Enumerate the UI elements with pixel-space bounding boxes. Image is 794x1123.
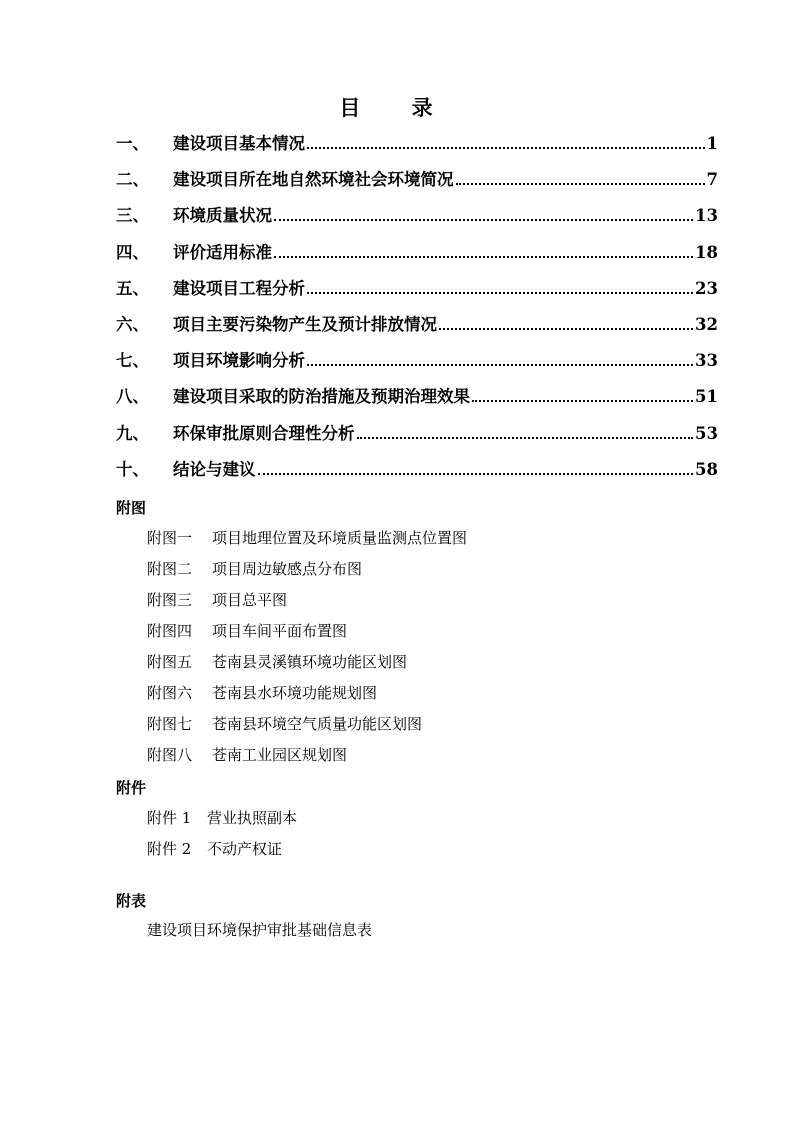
toc-number: 二、 [116,170,149,190]
attachment-item [147,838,297,869]
figure-item [147,651,467,682]
toc-page-number: 7 [706,170,718,190]
figure-item [147,589,467,620]
figure-label: 附图四 [147,622,193,640]
toc-title: 项目主要污染物产生及预计排放情况 [173,314,437,334]
tables-heading: 附表 [116,892,147,910]
attachment-label: 附件 1 [147,809,192,827]
figure-label: 附图三 [147,591,193,609]
toc-leader [472,399,693,402]
page-title: 目 录 [339,95,455,120]
toc-entry[interactable] [116,383,718,419]
toc-title: 建设项目采取的防治措施及预期治理效果 [173,387,470,407]
figure-label: 附图一 [147,529,193,547]
figure-item [147,527,467,558]
figure-title: 苍南县水环境功能规划图 [212,684,378,702]
figure-title: 项目周边敏感点分布图 [212,560,363,578]
figure-item [147,713,467,744]
figure-label: 附图六 [147,684,193,702]
toc-title: 建设项目工程分析 [173,278,305,298]
toc-number: 七、 [116,351,149,371]
figure-item [147,620,467,651]
figure-item [147,744,467,775]
attachment-title: 营业执照副本 [207,809,298,827]
figure-title: 苍南工业园区规划图 [212,746,348,764]
figures-heading: 附图 [116,499,147,517]
toc-leader [274,218,693,221]
toc-number: 十、 [116,459,149,479]
toc-entry[interactable] [116,347,718,383]
toc-title: 建设项目基本情况 [173,134,305,153]
figure-label: 附图七 [147,715,193,733]
toc-entry[interactable] [116,311,718,347]
table-of-contents [116,130,718,492]
toc-title: 结论与建议 [173,459,256,479]
toc-page-number: 1 [706,134,718,153]
toc-entry[interactable] [116,420,718,456]
toc-entry[interactable] [116,166,718,202]
toc-number: 三、 [116,206,149,226]
figure-title: 苍南县环境空气质量功能区划图 [212,715,423,733]
toc-title: 评价适用标准 [173,242,272,262]
toc-page-number: 18 [695,242,718,262]
figure-item [147,558,467,589]
figure-title: 项目地理位置及环境质量监测点位置图 [212,529,468,547]
toc-number: 五、 [116,278,149,298]
figure-item [147,682,467,713]
table-item: 建设项目环境保护审批基础信息表 [147,921,373,939]
toc-leader [456,182,705,185]
toc-number: 四、 [116,242,149,262]
toc-leader [258,472,694,475]
attachments-heading: 附件 [116,779,147,797]
toc-entry[interactable] [116,130,718,166]
figure-label: 附图八 [147,746,193,764]
attachment-title: 不动产权证 [207,840,283,858]
toc-leader [307,291,693,294]
toc-page-number: 33 [695,351,718,371]
toc-number: 八、 [116,387,149,407]
toc-leader [274,255,693,258]
attachments-list [147,807,297,869]
figure-label: 附图二 [147,560,193,578]
toc-entry[interactable] [116,239,718,275]
toc-page-number: 32 [695,314,718,334]
toc-entry[interactable] [116,202,718,238]
figure-title: 项目总平图 [212,591,288,609]
toc-leader [307,363,693,366]
toc-page-number: 23 [695,278,718,298]
toc-number: 一、 [116,134,149,153]
toc-page-number: 58 [695,459,718,479]
toc-entry[interactable] [116,456,718,492]
toc-number: 六、 [116,314,149,334]
figures-list [147,527,467,775]
toc-title: 环境质量状况 [173,206,272,226]
toc-page-number: 51 [695,387,718,407]
figure-title: 苍南县灵溪镇环境功能区划图 [212,653,408,671]
attachment-item [147,807,297,838]
toc-leader [439,327,693,330]
toc-entry[interactable] [116,275,718,311]
toc-number: 九、 [116,423,149,443]
figure-title: 项目车间平面布置图 [212,622,348,640]
toc-title: 项目环境影响分析 [173,351,305,371]
toc-page-number: 53 [695,423,718,443]
toc-page-number: 13 [695,206,718,226]
toc-title: 建设项目所在地自然环境社会环境简况 [173,170,454,190]
figure-label: 附图五 [147,653,193,671]
attachment-label: 附件 2 [147,840,192,858]
toc-title: 环保审批原则合理性分析 [173,423,355,443]
toc-leader [357,436,694,439]
toc-leader [307,146,705,149]
